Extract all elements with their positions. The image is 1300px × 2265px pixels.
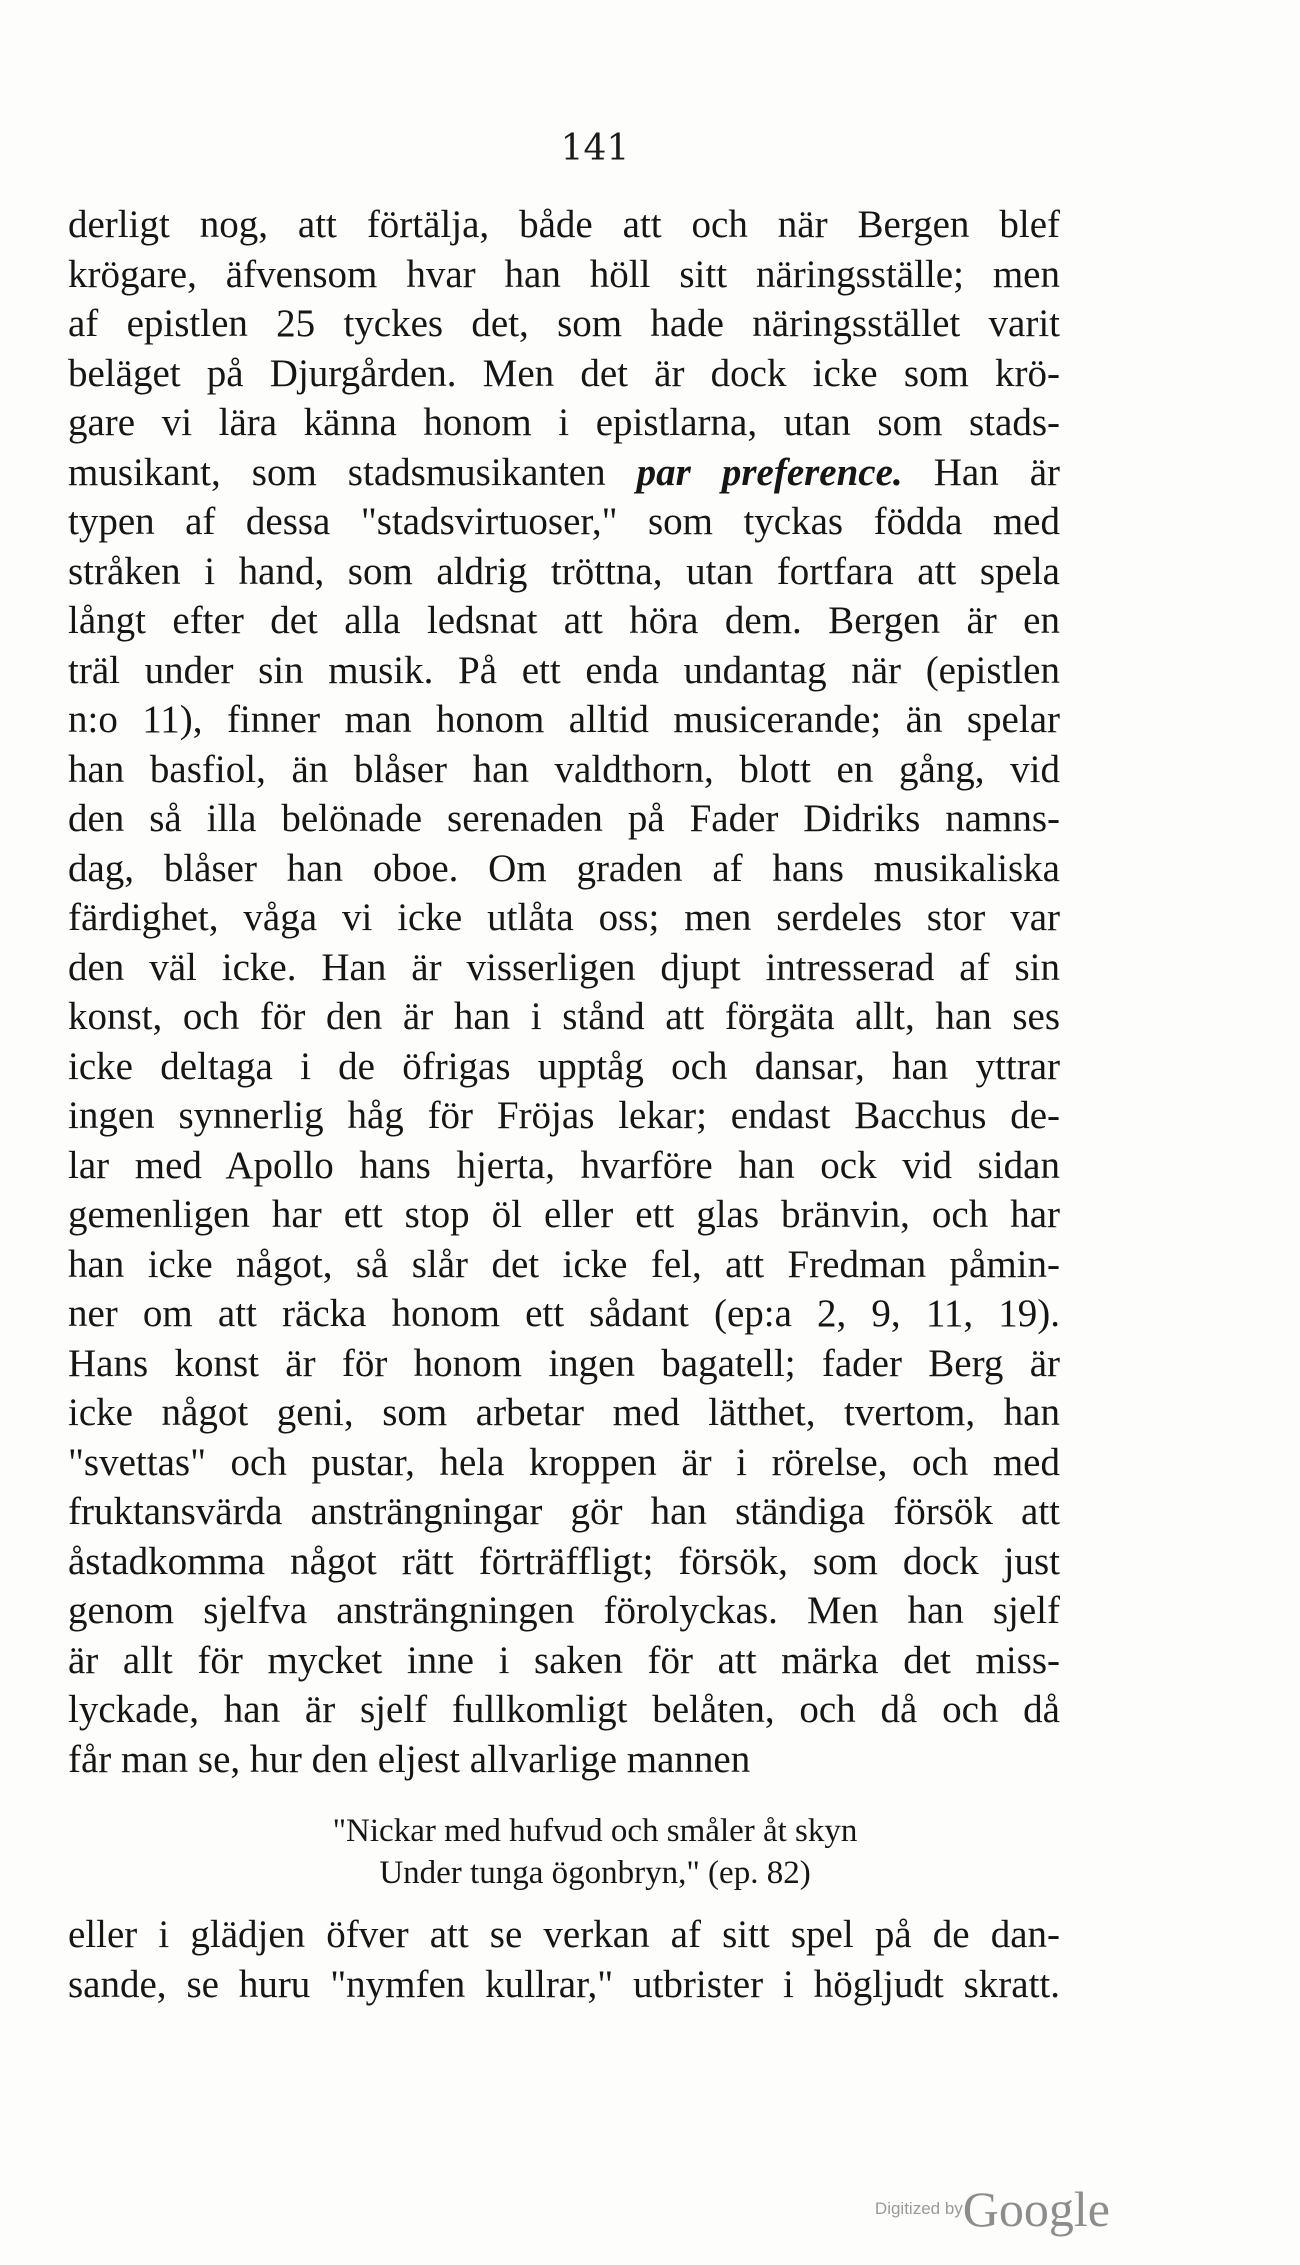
text-line: konst, och för den är han i stånd att förgäta allt, han ses [68, 995, 1060, 1038]
text-line-start: musikant, som stadsmusikanten [68, 450, 606, 494]
text-line: gemenligen har ett stop öl eller ett glas bränvin, och har [68, 1193, 1060, 1236]
page-number: 141 [560, 128, 630, 169]
text-line: åstadkomma något rätt förträffligt; försök, som dock just [68, 1539, 1060, 1583]
text-line: eller i glädjen öfver att se verkan af sitt spel på de dan- [68, 1913, 1060, 1956]
text-line: beläget på Djurgården. Men det är dock icke som krö- [68, 351, 1060, 395]
text-line: får man se, hur den eljest allvarlige mannen [68, 1737, 751, 1781]
digitized-by-label: Digitized by [874, 2199, 963, 2218]
verse-quote-line: "Nickar med hufvud och småler åt skyn [332, 1813, 858, 1849]
text-line: lar med Apollo hans hjerta, hvarföre han ock vid sidan [68, 1143, 1060, 1187]
body-text-continued [68, 1910, 1060, 2009]
text-line: ingen synnerlig håg för Fröjas lekar; endast Bacchus de- [68, 1094, 1060, 1137]
text-line: den väl icke. Han är visserligen djupt intresserad af sin [68, 945, 1060, 989]
google-logo-text: Google [962, 2181, 1110, 2237]
text-line-end: Han är [933, 450, 1061, 494]
text-line: derligt nog, att förtälja, både att och när Bergen blef [68, 203, 1060, 246]
emphasis-text: par preference. [636, 450, 903, 494]
text-line: lyckade, han är sjelf fullkomligt belåten, och då och då [68, 1688, 1060, 1731]
text-line-with-emphasis [68, 448, 1060, 498]
text-line: genom sjelfva ansträngningen förolyckas. Men han sjelf [68, 1589, 1060, 1632]
text-line: "svettas" och pustar, hela kroppen är i rörelse, och med [68, 1440, 1060, 1484]
text-line: han icke något, så slår det icke fel, att Fredman påmin- [68, 1242, 1060, 1286]
text-line: långt efter det alla ledsnat att höra dem. Bergen är en [68, 599, 1060, 642]
verse-quote-line: Under tunga ögonbryn," (ep. 82) [379, 1855, 811, 1891]
text-line: typen af dessa "stadsvirtuoser," som tyckas födda med [68, 500, 1060, 543]
text-line: dag, blåser han oboe. Om graden af hans musikaliska [68, 846, 1060, 890]
text-line: Hans konst är för honom ingen bagatell; fader Berg är [68, 1341, 1060, 1385]
text-line: träl under sin musik. På ett enda undantag när (epistlen [68, 648, 1060, 692]
text-line: gare vi lära känna honom i epistlarna, utan som stads- [68, 401, 1060, 444]
text-line: sande, se huru "nymfen kullrar," utbrister i högljudt skratt. [68, 1962, 1060, 2006]
body-text [68, 200, 1060, 1784]
text-line: icke något geni, som arbetar med lätthet, tvertom, han [68, 1391, 1060, 1434]
digitization-watermark [875, 2180, 1110, 2238]
text-line: n:o 11), finner man honom alltid musicerande; än spelar [68, 698, 1060, 741]
text-line: färdighet, våga vi icke utlåta oss; men serdeles stor var [68, 896, 1060, 939]
text-line: den så illa belönade serenaden på Fader Didriks namns- [68, 797, 1060, 840]
text-line: ner om att räcka honom ett sådant (ep:a 2, 9, 11, 19). [68, 1292, 1060, 1335]
text-line: krögare, äfvensom hvar han höll sitt näringsställe; men [68, 252, 1060, 296]
text-line: stråken i hand, som aldrig tröttna, utan fortfara att spela [68, 549, 1060, 593]
text-line: fruktansvärda ansträngningar gör han ständiga försök att [68, 1490, 1060, 1533]
text-line: af epistlen 25 tyckes det, som hade näringsstället varit [68, 302, 1060, 345]
text-line: han basfiol, än blåser han valdthorn, blott en gång, vid [68, 747, 1060, 791]
text-line: icke deltaga i de öfrigas upptåg och dansar, han yttrar [68, 1044, 1060, 1088]
text-line: är allt för mycket inne i saken för att märka det miss- [68, 1638, 1060, 1682]
